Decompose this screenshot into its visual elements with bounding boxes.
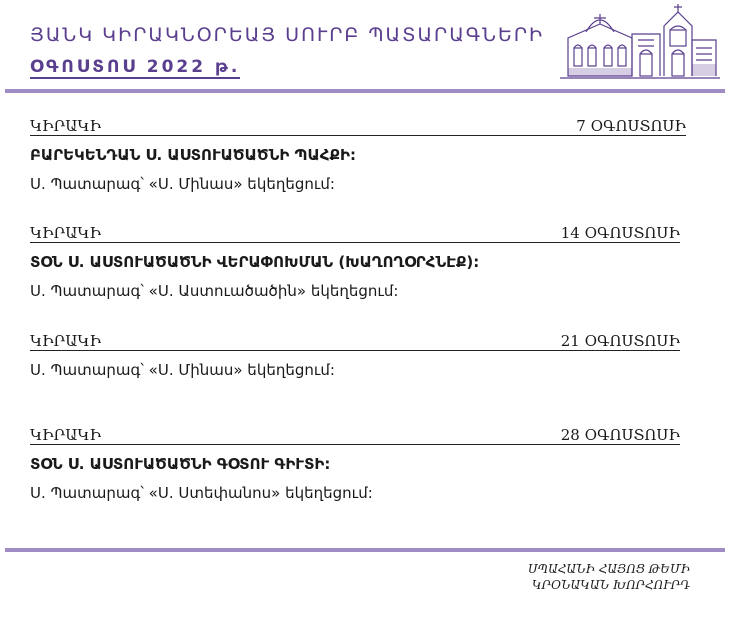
- entry-feast: ՏՕՆ Ս. ԱՍՏՈՒԱԾԱԾՆԻ ԳՕՏՈՒ ԳԻՒՏԻ:: [30, 455, 331, 473]
- entry-date: 14 ՕԳՈՍՏՈՍԻ: [560, 224, 680, 242]
- entry-heading: [30, 224, 680, 243]
- entry-day: ԿԻՐԱԿԻ: [30, 117, 102, 135]
- entry-aug-7: [30, 117, 686, 193]
- header-divider: [5, 89, 725, 93]
- entry-service: Ս. Պատարագ՝ «Ս. Մինաս» եկեղեցում:: [30, 361, 335, 379]
- entry-service: Ս. Պատարագ՝ «Ս. Աստուածածին» եկեղեցում:: [30, 282, 399, 300]
- entry-heading: [30, 117, 686, 136]
- entry-date: 7 ՕԳՈՍՏՈՍԻ: [576, 117, 686, 135]
- entry-heading: [30, 426, 680, 445]
- entry-feast: ՏՕՆ Ս. ԱՍՏՈՒԱԾԱԾՆԻ ՎԵՐԱՓՈԽՄԱՆ (ԽԱՂՈՂՕՐՀՆԷՔ):: [30, 253, 480, 271]
- entry-day: ԿԻՐԱԿԻ: [30, 224, 102, 242]
- entry-date: 28 ՕԳՈՍՏՈՍԻ: [560, 426, 680, 444]
- entry-aug-21: [30, 332, 680, 379]
- document-title: ՅԱՆԿ ԿԻՐԱԿՆՕՐԵԱՅ ՍՈՒՐԲ ՊԱՏԱՐԱԳՆԵՐԻ: [30, 24, 545, 46]
- entry-service: Ս. Պատարագ՝ «Ս. Մինաս» եկեղեցում:: [30, 175, 335, 193]
- entry-feast: ԲԱՐԵԿԵՆԴԱՆ Ս. ԱՍՏՈՒԱԾԱԾՆԻ ՊԱՀՔԻ:: [30, 146, 356, 164]
- entry-aug-28: [30, 426, 680, 502]
- entry-day: ԿԻՐԱԿԻ: [30, 332, 102, 350]
- church-illustration: [560, 4, 720, 80]
- entry-aug-14: [30, 224, 680, 300]
- entry-date: 21 ՕԳՈՍՏՈՍԻ: [560, 332, 680, 350]
- signature-line-2: ԿՐՕՆԱԿԱՆ ԽՈՐՀՈՒՐԴ: [532, 578, 690, 592]
- footer-divider: [5, 548, 725, 552]
- signature-block: [528, 561, 690, 593]
- document-subtitle: ՕԳՈՍՏՈՍ 2022 թ.: [30, 57, 241, 77]
- signature-line-1: ՍՊԱՀԱՆԻ ՀԱՅՈՑ ԹԵՄԻ: [528, 562, 690, 576]
- entry-heading: [30, 332, 680, 351]
- entry-service: Ս. Պատարագ՝ «Ս. Ստեփանոս» եկեղեցում:: [30, 484, 373, 502]
- entry-day: ԿԻՐԱԿԻ: [30, 426, 102, 444]
